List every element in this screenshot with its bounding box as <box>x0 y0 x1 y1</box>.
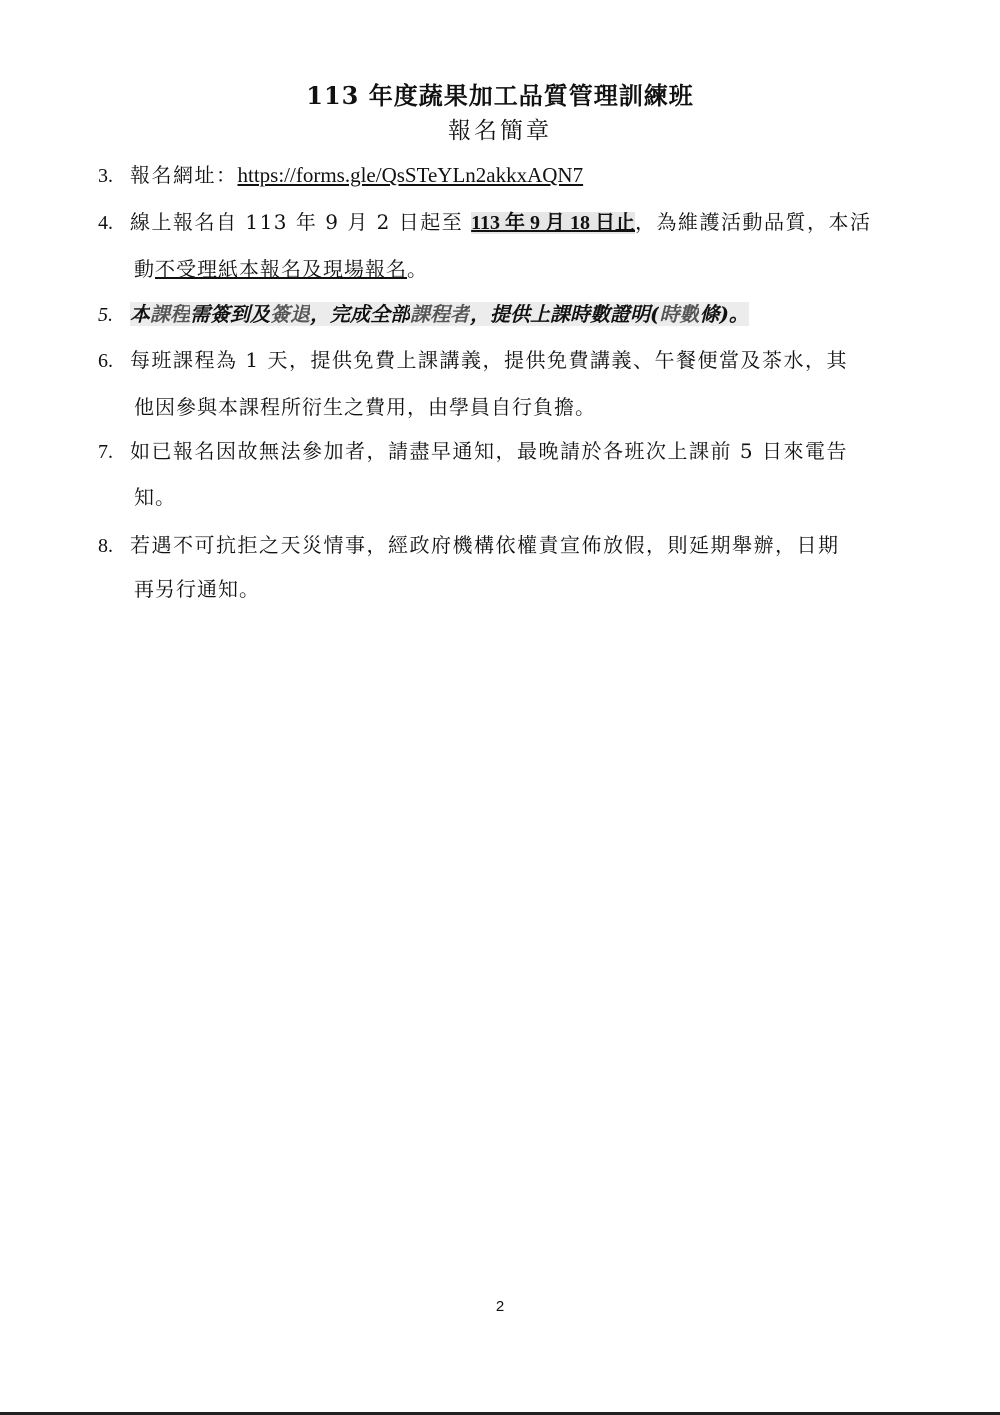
list-item-8 <box>98 532 918 559</box>
item-5-part-9: 條)。 <box>699 302 749 326</box>
item-7-text: 如已報名因故無法參加者，請盡早通知，最晚請於各班次上課前 5 日來電告 <box>130 439 848 463</box>
item-8-text: 若遇不可抗拒之天災情事，經政府機構依權責宣佈放假，則延期舉辦，日期 <box>130 533 840 557</box>
item-4-text-a: 線上報名自 113 年 9 月 2 日起至 <box>130 210 472 234</box>
registration-url-link[interactable]: https://forms.gle/QsSTeYLn2akkxAQN7 <box>237 163 584 187</box>
list-item-6 <box>98 347 918 374</box>
page-subtitle: 報名簡章 <box>448 118 552 144</box>
item-5-part-4: 簽退 <box>270 302 310 326</box>
no-paper-registration-notice: 不受理紙本報名及現場報名 <box>155 257 407 281</box>
item-5-part-3: 需簽到及 <box>190 302 270 326</box>
registration-url-label: 報名網址： <box>130 163 238 187</box>
item-5-part-6: 課程者 <box>410 302 470 326</box>
page-number: 2 <box>495 1298 505 1315</box>
item-4-text-b: ，為維護活動品質，本活 <box>635 210 872 234</box>
page-title: 113 年度蔬果加工品質管理訓練班 <box>306 81 694 110</box>
item-number: 6. <box>98 350 113 372</box>
item-number: 8. <box>98 535 113 557</box>
item-number: 5. <box>98 304 113 326</box>
item-4-cont-a: 動 <box>134 257 155 281</box>
list-item-5 <box>98 301 918 328</box>
list-item-4-continuation <box>134 256 428 282</box>
list-item-7-continuation: 知。 <box>134 485 176 509</box>
list-item-3 <box>98 162 918 189</box>
item-6-text: 每班課程為 1 天，提供免費上課講義，提供免費講義、午餐便當及茶水，其 <box>130 348 848 372</box>
item-5-part-2: 課程 <box>150 302 190 326</box>
registration-deadline: 113 年 9 月 18 日止 <box>471 212 636 234</box>
list-item-4 <box>98 209 918 236</box>
item-number: 3. <box>98 165 113 187</box>
item-number: 7. <box>98 441 113 463</box>
item-5-part-1: 本 <box>130 302 150 326</box>
item-4-cont-b: 。 <box>407 257 428 281</box>
list-item-6-continuation: 他因參與本課程所衍生之費用，由學員自行負擔。 <box>134 395 596 419</box>
list-item-7 <box>98 438 918 465</box>
item-number: 4. <box>98 212 113 234</box>
item-5-part-8: 時數 <box>659 302 700 326</box>
item-5-part-7: ，提供上課時數證明( <box>470 302 660 326</box>
item-5-part-5: ，完成全部 <box>310 302 410 326</box>
list-item-8-continuation: 再另行通知。 <box>134 577 260 601</box>
